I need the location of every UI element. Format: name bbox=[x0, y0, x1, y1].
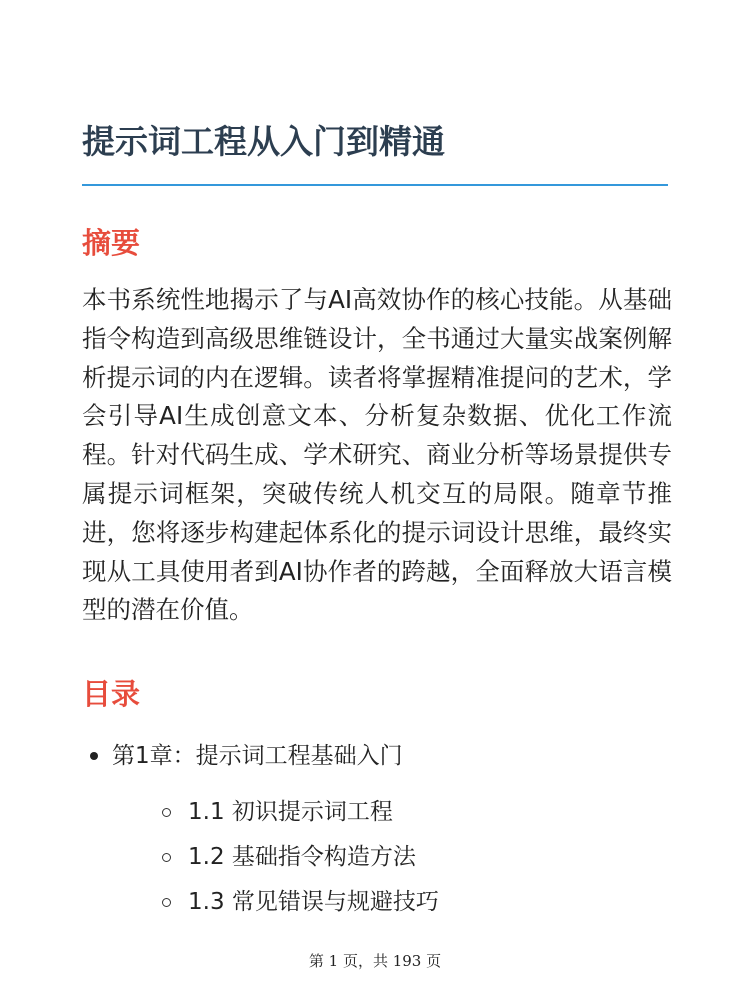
page-footer: 第 1 页，共 193 页 bbox=[308, 952, 442, 970]
toc-section-item bbox=[162, 839, 439, 884]
document-page bbox=[82, 0, 672, 1000]
toc-section-label: 1.2 基础指令构造方法 bbox=[188, 844, 416, 870]
toc-chapter-label: 第1章：提示词工程基础入门 bbox=[112, 743, 403, 769]
toc-section-label: 1.3 常见错误与规避技巧 bbox=[188, 889, 439, 915]
bullet-circle-icon bbox=[162, 808, 171, 817]
toc-section-list bbox=[162, 794, 439, 929]
toc-chapter-item bbox=[112, 738, 403, 774]
bullet-circle-icon bbox=[162, 898, 171, 907]
bullet-circle-icon bbox=[162, 853, 171, 862]
abstract-text: 本书系统性地揭示了与AI高效协作的核心技能。从基础指令构造到高级思维链设计，全书通过大量实战案例解析提示词的内在逻辑。读者将掌握精准提问的艺术，学会引导AI生成创意文本、分析复杂数据、优化工作流程。针对代码生成、学术研究、商业分析等场景提供专属提示词框架，突破传统人机交互的局限。随章节推进，您将逐步构建起体系化的提示词设计思维，最终实现从工具使用者到AI协作者的跨越，全面释放大语言模型的潜在价值。 bbox=[82, 285, 672, 625]
toc-section-item bbox=[162, 794, 439, 839]
document-title: 提示词工程从入门到精通 bbox=[82, 122, 445, 161]
abstract-heading: 摘要 bbox=[82, 226, 141, 260]
title-divider bbox=[82, 184, 668, 186]
toc-section-item bbox=[162, 884, 439, 929]
toc-heading: 目录 bbox=[82, 677, 141, 711]
toc-section-label: 1.1 初识提示词工程 bbox=[188, 799, 393, 825]
bullet-disc-icon bbox=[90, 752, 98, 760]
